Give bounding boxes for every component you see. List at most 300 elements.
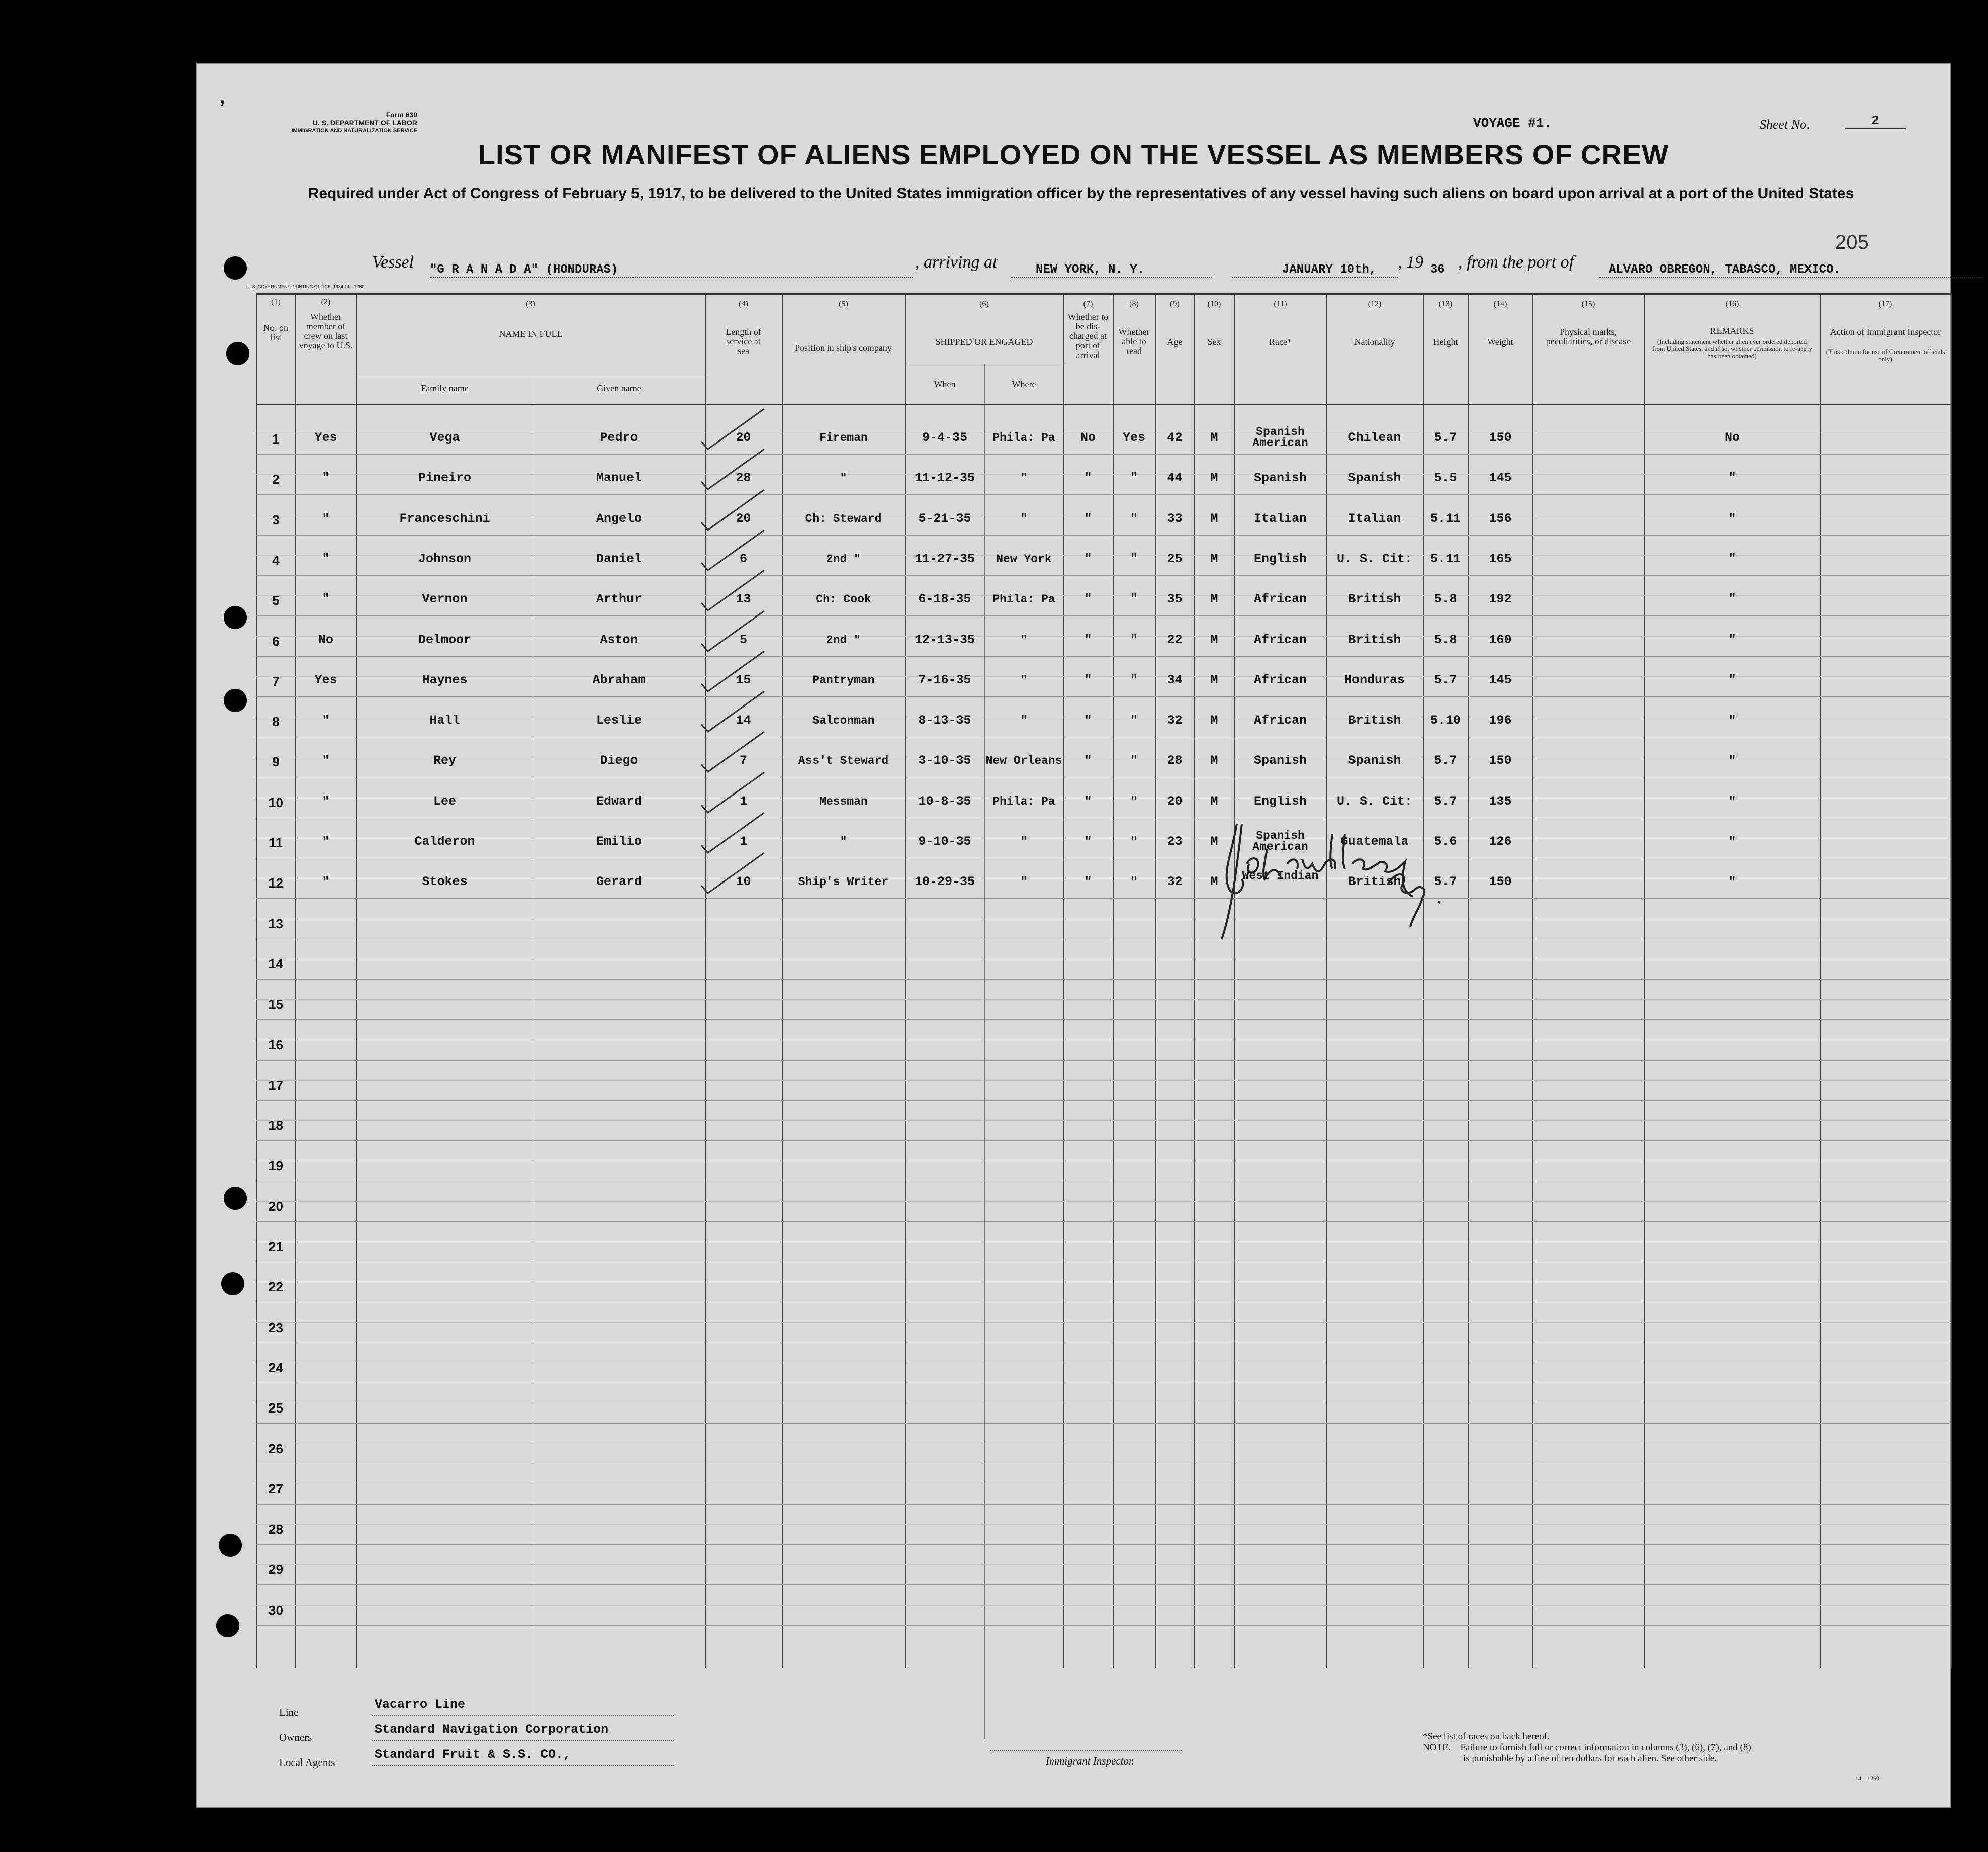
row-number: 24: [268, 1360, 283, 1375]
check-mark: [699, 608, 769, 654]
weight-cell: 145: [1489, 471, 1512, 485]
col-13-number: (13): [1438, 300, 1453, 308]
read-cell: ": [1130, 552, 1138, 566]
weight-cell: 135: [1489, 794, 1512, 809]
col-no-header: No. on list: [263, 323, 288, 342]
row-number: 15: [268, 997, 283, 1012]
col-8-number: (8): [1129, 300, 1139, 308]
check-mark: [699, 568, 769, 613]
sex-cell: M: [1210, 713, 1218, 728]
punch-hole: [226, 342, 249, 365]
sex-cell: M: [1210, 511, 1218, 526]
where-cell: ": [1020, 674, 1028, 687]
check-mark: [699, 689, 769, 734]
where-cell: ": [1020, 835, 1028, 848]
nationality-cell: U. S. Cit:: [1336, 552, 1413, 566]
row-line: [256, 656, 1951, 657]
when-cell: 6-18-35: [918, 592, 971, 606]
last-voyage-cell: ": [322, 552, 330, 566]
nationality-cell: British: [1348, 874, 1401, 889]
position-cell: Ass't Steward: [798, 754, 889, 767]
row-subline: [256, 1201, 1951, 1202]
check-mark: [699, 487, 769, 533]
remarks-cell: ": [1728, 471, 1736, 485]
row-number: 25: [268, 1400, 283, 1416]
when-cell: 7-16-35: [918, 673, 971, 687]
height-cell: 5.7: [1434, 753, 1457, 768]
manifest-sheet: [196, 63, 1951, 1808]
read-cell: ": [1130, 874, 1138, 889]
row-number: 28: [268, 1522, 283, 1537]
given-name-cell: Daniel: [596, 552, 642, 566]
sheet-number: 2: [1845, 113, 1906, 129]
row-number: 16: [268, 1037, 283, 1052]
row-number: 18: [268, 1118, 283, 1133]
where-cell: ": [1020, 472, 1028, 485]
row-number: 17: [268, 1078, 283, 1093]
height-cell: 5.7: [1434, 874, 1457, 889]
read-cell: ": [1130, 834, 1138, 849]
given-name-cell: Pedro: [600, 430, 638, 445]
age-cell: 44: [1167, 471, 1183, 485]
weight-cell: 165: [1489, 552, 1512, 566]
weight-cell: 196: [1489, 713, 1512, 728]
punch-hole: [219, 1534, 242, 1557]
col-7-number: (7): [1083, 300, 1093, 308]
height-cell: 5.7: [1434, 430, 1457, 445]
col-last-voyage-header: Whether member of crew on last voyage to U.S.: [299, 312, 353, 350]
sex-cell: M: [1210, 633, 1218, 647]
col-service-header: Length of service at sea: [726, 327, 761, 356]
remarks-cell: ": [1728, 713, 1736, 728]
row-subline: [256, 999, 1951, 1000]
col-when-header: When: [934, 379, 956, 389]
position-cell: ": [840, 472, 847, 485]
year-field: [1430, 258, 1445, 277]
race-cell: Spanish: [1253, 753, 1307, 768]
given-name-cell: Edward: [596, 794, 642, 809]
col-read-header: Whether able to read: [1118, 327, 1150, 356]
form-number: Form 630: [386, 111, 417, 119]
nationality-cell: British: [1348, 633, 1401, 647]
where-cell: Phila: Pa: [992, 431, 1055, 445]
family-name-cell: Vernon: [422, 592, 468, 606]
vessel-label: Vessel: [372, 253, 414, 272]
age-cell: 20: [1167, 794, 1183, 809]
service-cell: 14: [736, 713, 751, 728]
nationality-cell: Guatemala: [1340, 834, 1409, 849]
row-subline: [256, 1564, 1951, 1565]
when-cell: 9-4-35: [922, 430, 967, 445]
row-number: 27: [268, 1481, 283, 1496]
family-name-cell: Rey: [433, 753, 456, 768]
page-subtitle: Required under Act of Congress of February 5, 1917, to be delivered to the United States immigration officer by the representatives of any vessel having such aliens on board upon arrival at a port of the United States: [308, 185, 1854, 202]
when-cell: 3-10-35: [918, 753, 971, 768]
races-note: *See list of races on back hereof.: [1423, 1731, 1550, 1742]
page-title: LIST OR MANIFEST OF ALIENS EMPLOYED ON THE VESSEL AS MEMBERS OF CREW: [478, 139, 1669, 170]
where-cell: ": [1020, 875, 1028, 889]
service-cell: 15: [736, 673, 751, 687]
col-nationality-header: Nationality: [1354, 337, 1395, 347]
col-where-header: Where: [1012, 379, 1036, 389]
sex-cell: M: [1210, 673, 1218, 687]
inspector-signature: [1202, 814, 1503, 954]
printing-office-note: U. S. GOVERNMENT PRINTING OFFICE: 1934 14—1260: [246, 284, 365, 289]
race-cell: African: [1253, 592, 1307, 606]
weight-cell: 145: [1489, 673, 1512, 687]
family-name-cell: Calderon: [414, 834, 475, 849]
row-line: [256, 1100, 1951, 1101]
punch-hole: [224, 606, 247, 629]
col-shipped-header: SHIPPED OR ENGAGED: [935, 337, 1033, 347]
col-weight-header: Weight: [1487, 337, 1513, 347]
where-cell: Phila: Pa: [992, 795, 1055, 808]
from-port-field: [1599, 258, 1981, 278]
race-cell: African: [1253, 673, 1307, 687]
height-cell: 5.11: [1430, 511, 1461, 526]
last-voyage-cell: ": [322, 834, 330, 849]
department-name: U. S. DEPARTMENT OF LABOR: [312, 119, 417, 127]
read-cell: ": [1130, 673, 1138, 687]
family-name-cell: Pineiro: [418, 471, 472, 485]
remarks-cell: ": [1728, 874, 1736, 889]
position-cell: Salconman: [812, 714, 875, 727]
read-cell: ": [1130, 794, 1138, 809]
service-cell: 1: [739, 834, 747, 849]
owners-underline: [372, 1740, 674, 1741]
col-discharged-header: Whether to be dis-charged at port of arrival: [1067, 312, 1109, 360]
discharged-cell: ": [1084, 471, 1092, 485]
col-action-subheader: (This column for use of Government officials only): [1826, 348, 1945, 363]
discharged-cell: ": [1084, 552, 1092, 566]
sex-cell: M: [1210, 430, 1218, 445]
position-cell: Messman: [819, 795, 868, 808]
row-subline: [256, 1120, 1951, 1121]
voyage-number: VOYAGE #1.: [1473, 116, 1552, 131]
given-name-cell: Arthur: [596, 592, 642, 606]
arriving-field: [1011, 258, 1212, 278]
last-voyage-cell: ": [322, 592, 330, 606]
race-cell: West Indian: [1242, 869, 1319, 883]
sex-cell: M: [1210, 753, 1218, 768]
height-cell: 5.6: [1434, 834, 1457, 849]
row-number: 2: [272, 472, 280, 487]
nationality-cell: Italian: [1348, 511, 1401, 526]
weight-cell: 156: [1489, 511, 1512, 526]
nationality-cell: British: [1348, 713, 1401, 728]
service-name: IMMIGRATION AND NATURALIZATION SERVICE: [291, 128, 417, 134]
row-line: [256, 454, 1951, 455]
nationality-cell: British: [1348, 592, 1401, 606]
height-cell: 5.8: [1434, 633, 1457, 647]
row-number: 13: [268, 916, 283, 931]
where-cell: ": [1020, 714, 1028, 727]
col-height-header: Height: [1433, 337, 1458, 347]
last-voyage-cell: ": [322, 713, 330, 728]
crew-table: [256, 293, 1951, 1668]
given-name-cell: Emilio: [596, 834, 642, 849]
check-mark: [699, 447, 769, 492]
race-cell: English: [1253, 794, 1307, 809]
when-cell: 10-8-35: [918, 794, 971, 809]
col-15-number: (15): [1581, 300, 1595, 308]
age-cell: 33: [1167, 511, 1183, 526]
discharged-cell: ": [1084, 673, 1092, 687]
col-9-number: (9): [1170, 300, 1180, 308]
row-number: 1: [272, 431, 280, 447]
row-line: [256, 615, 1951, 616]
row-line: [256, 898, 1951, 899]
row-number: 14: [268, 956, 283, 972]
service-cell: 1: [739, 794, 747, 809]
row-line: [256, 1140, 1951, 1141]
row-subline: [256, 1322, 1951, 1323]
when-cell: 11-12-35: [914, 471, 975, 485]
from-label: , from the port of: [1458, 253, 1574, 272]
remarks-cell: ": [1728, 511, 1736, 526]
remarks-cell: ": [1728, 633, 1736, 647]
col-family-name-header: Family name: [421, 383, 469, 393]
row-line: [256, 1060, 1951, 1061]
when-cell: 5-21-35: [918, 511, 971, 526]
discharged-cell: ": [1084, 753, 1092, 768]
sex-cell: M: [1210, 834, 1218, 849]
row-number: 5: [272, 593, 280, 608]
row-number: 23: [268, 1320, 283, 1335]
form-code: 14—1260: [1855, 1775, 1879, 1782]
col-12-number: (12): [1368, 300, 1382, 308]
punch-hole: [224, 256, 247, 280]
given-name-cell: Leslie: [596, 713, 642, 728]
age-cell: 42: [1167, 430, 1183, 445]
sex-cell: M: [1210, 552, 1218, 566]
date-field: [1232, 258, 1398, 278]
last-voyage-cell: Yes: [314, 430, 337, 445]
race-cell: African: [1253, 633, 1307, 647]
age-cell: 25: [1167, 552, 1183, 566]
col-17-number: (17): [1878, 300, 1892, 308]
nationality-cell: Spanish: [1348, 753, 1401, 768]
pencil-mark: ʼ: [216, 98, 229, 121]
age-cell: 22: [1167, 633, 1183, 647]
penalty-note-cont: is punishable by a fine of ten dollars for each alien. See other side.: [1463, 1753, 1717, 1764]
family-name-cell: Franceschini: [399, 511, 490, 526]
col-sex-header: Sex: [1207, 337, 1221, 347]
position-cell: Ship's Writer: [798, 875, 889, 889]
agents-underline: [372, 1765, 674, 1766]
punch-hole: [224, 1187, 247, 1210]
arriving-label: , arriving at: [915, 253, 998, 272]
row-number: 12: [268, 875, 283, 891]
position-cell: Ch: Steward: [805, 512, 882, 525]
discharged-cell: ": [1084, 794, 1092, 809]
form-id-block: [256, 111, 417, 135]
family-name-cell: Vega: [429, 430, 460, 445]
row-number: 6: [272, 634, 280, 649]
age-cell: 23: [1167, 834, 1183, 849]
punch-hole: [216, 1614, 239, 1637]
given-name-cell: Diego: [600, 753, 638, 768]
row-line: [256, 1504, 1951, 1505]
check-mark: [699, 527, 769, 573]
row-number: 11: [268, 835, 283, 850]
age-cell: 32: [1167, 713, 1183, 728]
row-number: 10: [268, 795, 283, 810]
remarks-cell: ": [1728, 552, 1736, 566]
weight-cell: 126: [1489, 834, 1512, 849]
col-position-header: Position in ship's company: [795, 343, 892, 353]
line-label: Line: [279, 1706, 299, 1718]
remarks-cell: ": [1728, 794, 1736, 809]
row-number: 3: [272, 512, 280, 527]
col-given-name-header: Given name: [597, 383, 641, 393]
year-prefix: , 19: [1398, 253, 1423, 272]
nationality-cell: Spanish: [1348, 471, 1401, 485]
row-number: 22: [268, 1279, 283, 1294]
given-name-cell: Manuel: [596, 471, 642, 485]
owners-name: Standard Navigation Corporation: [375, 1722, 609, 1737]
discharged-cell: ": [1084, 592, 1092, 606]
when-cell: 11-27-35: [914, 552, 975, 566]
last-voyage-cell: ": [322, 874, 330, 889]
weight-cell: 150: [1489, 874, 1512, 889]
when-cell: 8-13-35: [918, 713, 971, 728]
last-voyage-cell: ": [322, 794, 330, 809]
discharged-cell: No: [1080, 430, 1096, 445]
check-mark: [699, 770, 769, 815]
last-voyage-cell: No: [318, 633, 333, 647]
where-cell: New York: [996, 553, 1052, 566]
sex-cell: M: [1210, 874, 1218, 889]
when-cell: 9-10-35: [918, 834, 971, 849]
remarks-cell: No: [1724, 430, 1740, 445]
col-14-number: (14): [1493, 300, 1507, 308]
arrival-year: 36: [1430, 263, 1445, 277]
age-cell: 34: [1167, 673, 1183, 687]
sex-cell: M: [1210, 471, 1218, 485]
weight-cell: 150: [1489, 753, 1512, 768]
row-number: 4: [272, 553, 280, 568]
col-6-number: (6): [979, 300, 989, 308]
discharged-cell: ": [1084, 511, 1092, 526]
col-remarks-header: REMARKS: [1710, 326, 1754, 336]
row-line: [256, 575, 1951, 576]
vessel-name-field: [430, 258, 913, 278]
remarks-cell: ": [1728, 592, 1736, 606]
col-physical-header: Physical marks, peculiarities, or disease: [1546, 327, 1631, 346]
row-line: [256, 1019, 1951, 1020]
where-cell: New Orleans: [985, 754, 1062, 767]
sex-cell: M: [1210, 592, 1218, 606]
remarks-cell: ": [1728, 834, 1736, 849]
check-mark: [699, 850, 769, 896]
vessel-name: "G R A N A D A" (HONDURAS): [430, 263, 618, 277]
check-mark: [699, 810, 769, 855]
line-underline: [372, 1715, 674, 1716]
family-name-cell: Johnson: [418, 552, 472, 566]
row-line: [256, 1625, 1951, 1626]
nationality-cell: Chilean: [1348, 430, 1401, 445]
check-mark: [699, 649, 769, 694]
arrival-date: JANUARY 10th,: [1282, 263, 1377, 277]
row-number: 7: [272, 674, 280, 689]
family-name-cell: Delmoor: [418, 633, 472, 647]
height-cell: 5.7: [1434, 673, 1457, 687]
row-subline: [256, 1080, 1951, 1081]
col-race-header: Race*: [1269, 337, 1292, 347]
row-number: 8: [272, 714, 280, 729]
height-cell: 5.11: [1430, 552, 1461, 566]
read-cell: ": [1130, 511, 1138, 526]
agents-name: Standard Fruit & S.S. CO.,: [375, 1747, 571, 1762]
family-name-cell: Haynes: [422, 673, 468, 687]
row-line: [256, 1544, 1951, 1545]
weight-cell: 192: [1489, 592, 1512, 606]
col-age-header: Age: [1167, 337, 1183, 347]
position-cell: Ch: Cook: [816, 593, 871, 606]
family-name-cell: Lee: [433, 794, 456, 809]
read-cell: ": [1130, 753, 1138, 768]
height-cell: 5.5: [1434, 471, 1457, 485]
position-cell: Fireman: [819, 431, 868, 445]
col-10-number: (10): [1207, 300, 1221, 308]
service-cell: 13: [736, 592, 751, 606]
row-line: [256, 696, 1951, 697]
stamp-number: 205: [1835, 231, 1869, 253]
read-cell: ": [1130, 592, 1138, 606]
read-cell: Yes: [1122, 430, 1145, 445]
check-mark: [699, 729, 769, 774]
col-16-number: (16): [1725, 300, 1739, 308]
family-name-cell: Stokes: [422, 874, 468, 889]
service-cell: 28: [736, 471, 751, 485]
position-cell: 2nd ": [826, 634, 861, 647]
row-line: [256, 494, 1951, 495]
row-line: [256, 1423, 1951, 1424]
height-cell: 5.10: [1430, 713, 1461, 728]
when-cell: 12-13-35: [914, 633, 975, 647]
penalty-note: NOTE.—Failure to furnish full or correct information in columns (3), (6), (7), and (8): [1423, 1742, 1751, 1753]
discharged-cell: ": [1084, 713, 1092, 728]
col-action-header: Action of Immigrant Inspector: [1830, 327, 1941, 337]
last-voyage-cell: Yes: [314, 673, 337, 687]
row-number: 21: [268, 1239, 283, 1254]
sheet-label: Sheet No.: [1760, 117, 1810, 132]
nationality-cell: U. S. Cit:: [1336, 794, 1413, 809]
row-number: 30: [268, 1603, 283, 1618]
height-cell: 5.7: [1434, 794, 1457, 809]
age-cell: 32: [1167, 874, 1183, 889]
weight-cell: 150: [1489, 430, 1512, 445]
row-number: 29: [268, 1562, 283, 1577]
service-cell: 20: [736, 511, 751, 526]
col-name-header: NAME IN FULL: [499, 329, 563, 339]
col-5-number: (5): [839, 300, 848, 308]
race-cell: Spanish: [1253, 471, 1307, 485]
row-number: 20: [268, 1199, 283, 1214]
row-line: [256, 535, 1951, 536]
race-cell: African: [1253, 713, 1307, 728]
last-voyage-cell: ": [322, 471, 330, 485]
service-cell: 6: [739, 552, 747, 566]
col-3-number: (3): [526, 300, 535, 308]
col-4-number: (4): [739, 300, 748, 308]
check-mark: [699, 406, 769, 452]
row-line: [256, 979, 1951, 980]
row-number: 9: [272, 754, 280, 769]
col-11-number: (11): [1274, 300, 1287, 308]
position-cell: Pantryman: [812, 674, 875, 687]
